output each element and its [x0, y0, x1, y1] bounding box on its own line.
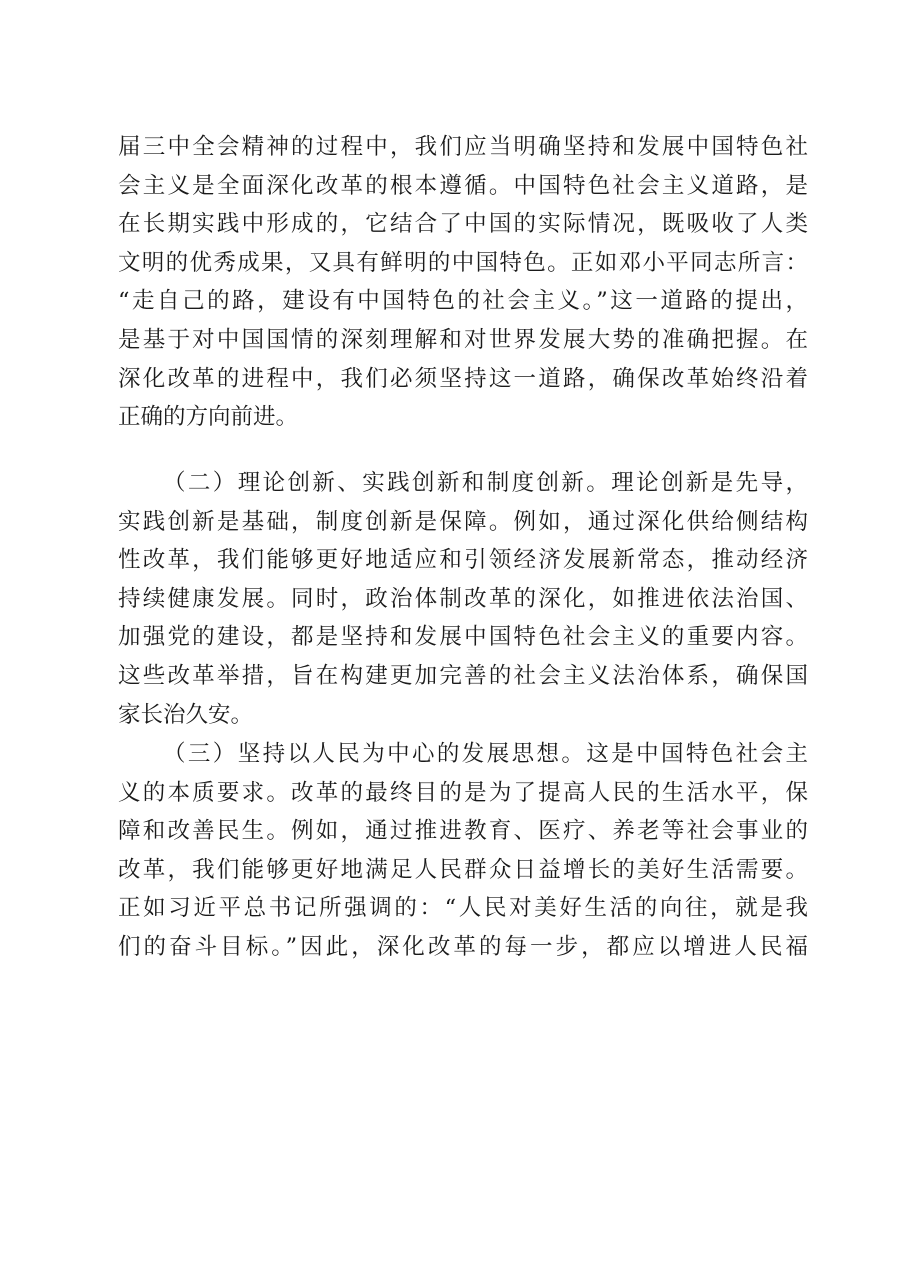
paragraph-section-two-innovation [118, 464, 808, 734]
paragraph-line: 在长期实践中形成的，它结合了中国的实际情况，既吸收了人类 [118, 211, 808, 238]
paragraph-line: 实践创新是基础，制度创新是保障。例如，通过深化供给侧结构 [118, 508, 808, 535]
paragraph-line: “走自己的路，建设有中国特色的社会主义。”这一道路的提出， [118, 288, 808, 315]
section-heading-line: （二）理论创新、实践创新和制度创新。理论创新是先导， [163, 470, 808, 496]
paragraph-line: 家长治久安。 [118, 701, 254, 728]
paragraph-line: 届三中全会精神的过程中，我们应当明确坚持和发展中国特色社 [118, 134, 808, 160]
paragraph-line: 正确的方向前进。 [118, 404, 299, 431]
paragraph-line: 会主义是全面深化改革的根本遵循。中国特色社会主义道路，是 [118, 172, 808, 199]
section-heading-line: （三）坚持以人民为中心的发展思想。这是中国特色社会主 [163, 741, 808, 767]
paragraph-line: 是基于对中国国情的深刻理解和对世界发展大势的准确把握。在 [118, 326, 808, 353]
paragraph-line: 们的奋斗目标。”因此，深化改革的每一步，都应以增进人民福 [118, 933, 808, 960]
paragraph-line: 性改革，我们能够更好地适应和引领经济发展新常态，推动经济 [118, 547, 808, 574]
paragraph-line: 深化改革的进程中，我们必须坚持这一道路，确保改革始终沿着 [118, 365, 808, 392]
paragraph-line: 持续健康发展。同时，政治体制改革的深化，如推进依法治国、 [118, 585, 808, 612]
paragraph-line: 加强党的建设，都是坚持和发展中国特色社会主义的重要内容。 [118, 624, 808, 651]
paragraph-chinese-socialism-path [118, 128, 808, 437]
paragraph-line: 正如习近平总书记所强调的：“人民对美好生活的向往，就是我 [118, 895, 808, 922]
paragraph-line: 改革，我们能够更好地满足人民群众日益增长的美好生活需要。 [118, 856, 808, 883]
paragraph-line: 义的本质要求。改革的最终目的是为了提高人民的生活水平，保 [118, 779, 808, 806]
paragraph-line: 文明的优秀成果，又具有鲜明的中国特色。正如邓小平同志所言： [118, 249, 808, 276]
paragraph-line: 这些改革举措，旨在构建更加完善的社会主义法治体系，确保国 [118, 662, 808, 689]
paragraph-section-three-people-centered [118, 735, 808, 967]
paragraph-line: 障和改善民生。例如，通过推进教育、医疗、养老等社会事业的 [118, 818, 808, 845]
